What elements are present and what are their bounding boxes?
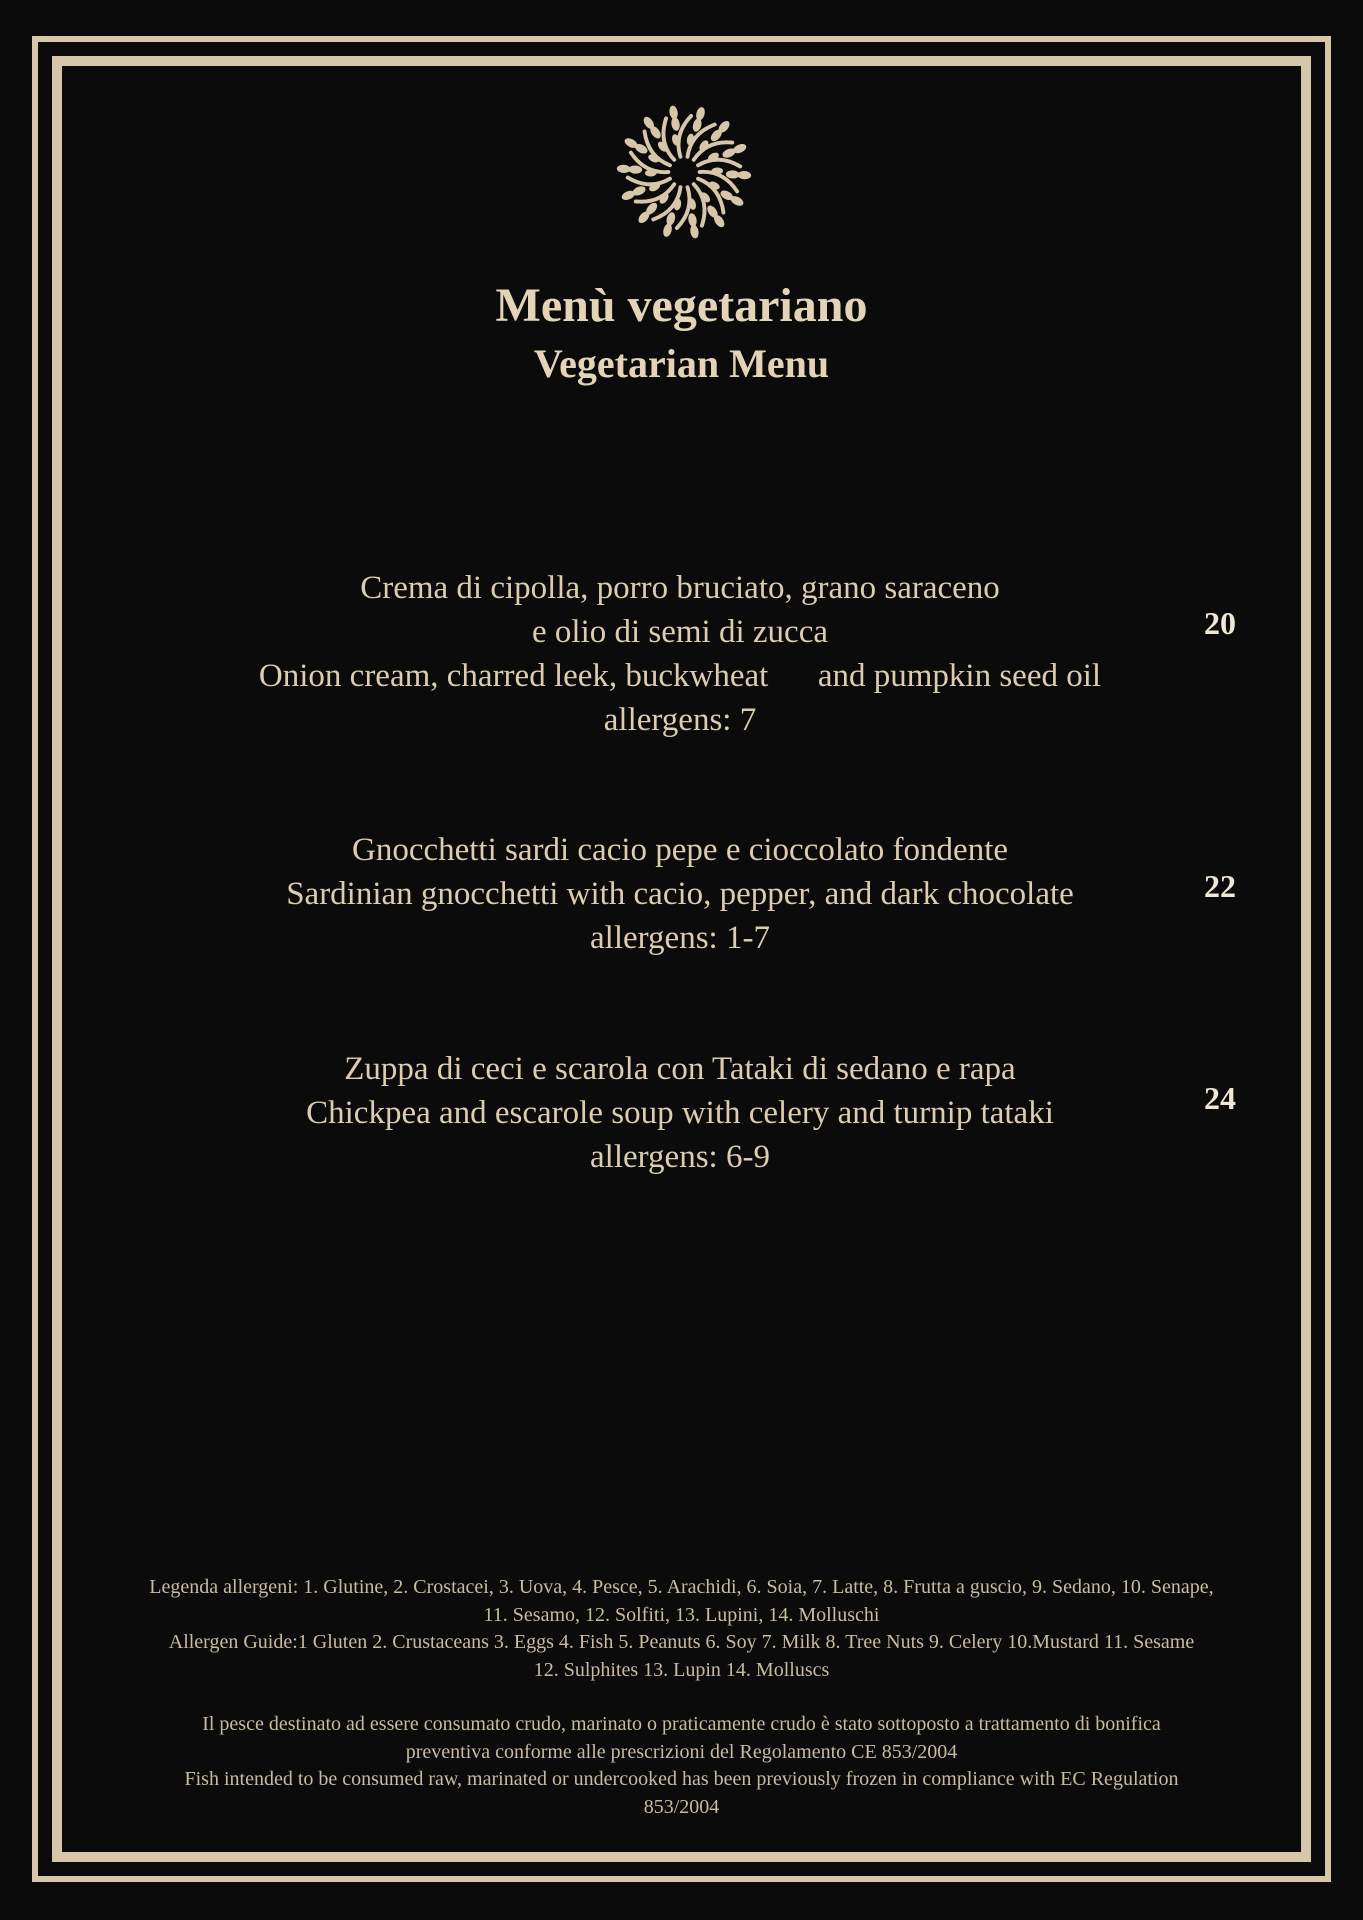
dish-3	[150, 1047, 1210, 1179]
dish-2	[150, 828, 1210, 960]
ornament-ray	[698, 160, 740, 167]
ornament-leaf	[617, 164, 631, 173]
ornament-leaf	[687, 213, 697, 228]
raw-fish-notice	[80, 1711, 1283, 1821]
allergen-legend-line-2: 11. Sesamo, 12. Solfiti, 13. Lupini, 14. Molluschi	[483, 1603, 880, 1626]
ornament-leaf	[726, 170, 740, 179]
ornament-leaf	[670, 117, 680, 132]
raw-fish-notice-line-2: preventiva conforme alle prescrizioni del Regolamento CE 853/2004	[405, 1740, 958, 1763]
raw-fish-notice-line-3: Fish intended to be consumed raw, marinated or undercooked has been previously frozen in compliance with EC Regulation	[184, 1768, 1179, 1790]
dish-2-line-2: Sardinian gnocchetti with cacio, pepper, and dark chocolate	[286, 876, 1074, 912]
dish-2-line-1: Gnocchetti sardi cacio pepe e cioccolato fondente	[351, 832, 1009, 868]
allergen-guide-line-2: 12. Sulphites 13. Lupin 14. Molluscs	[533, 1658, 830, 1681]
dish-3-allergens: allergens: 6-9	[590, 1139, 770, 1175]
dish-1-line-1: Crema di cipolla, porro bruciato, grano saraceno	[360, 570, 1000, 606]
dish-1-line-2: e olio di semi di zucca	[532, 614, 828, 650]
ornament-ray	[628, 178, 670, 185]
raw-fish-notice-line-4: 853/2004	[643, 1795, 720, 1818]
allergen-legend-line-1: Legenda allergeni: 1. Glutine, 2. Crostacei, 3. Uova, 4. Pesce, 5. Arachidi, 6. Soia, 7. Latte, 8. Frutta a guscio, 9. Sedano, 10. Senape,	[149, 1576, 1214, 1598]
dish-1	[150, 566, 1210, 742]
sunburst-ornament-icon	[606, 94, 762, 250]
dish-1-line-3: Onion cream, charred leek, buckwheat and pumpkin seed oil	[258, 658, 1102, 694]
dish-2-allergens: allergens: 1-7	[590, 920, 770, 956]
allergen-guide-line-1: Allergen Guide:1 Gluten 2. Crustaceans 3. Eggs 4. Fish 5. Peanuts 6. Soy 7. Milk 8. Tree Nuts 9. Celery 10.Mustard 11. Sesame	[168, 1631, 1195, 1653]
dish-1-price: 20	[1204, 605, 1236, 641]
raw-fish-notice-line-1: Il pesce destinato ad essere consumato crudo, marinato o praticamente crudo è stato sottoposto a trattamento di bonifica	[202, 1713, 1161, 1735]
ornament-leaf	[737, 171, 751, 180]
dish-3-line-1: Zuppa di ceci e scarola con Tataki di sedano e rapa	[344, 1051, 1016, 1087]
menu-title-italian: Menù vegetariano	[495, 279, 868, 332]
dish-1-allergens: allergens: 7	[603, 702, 757, 738]
allergen-legend	[80, 1574, 1283, 1684]
dish-3-price: 24	[1204, 1080, 1236, 1116]
dish-3-line-2: Chickpea and escarole soup with celery and turnip tataki	[306, 1095, 1054, 1131]
ornament-leaf	[628, 165, 642, 174]
dish-2-price: 22	[1204, 868, 1236, 904]
menu-title-english: Vegetarian Menu	[533, 341, 830, 386]
